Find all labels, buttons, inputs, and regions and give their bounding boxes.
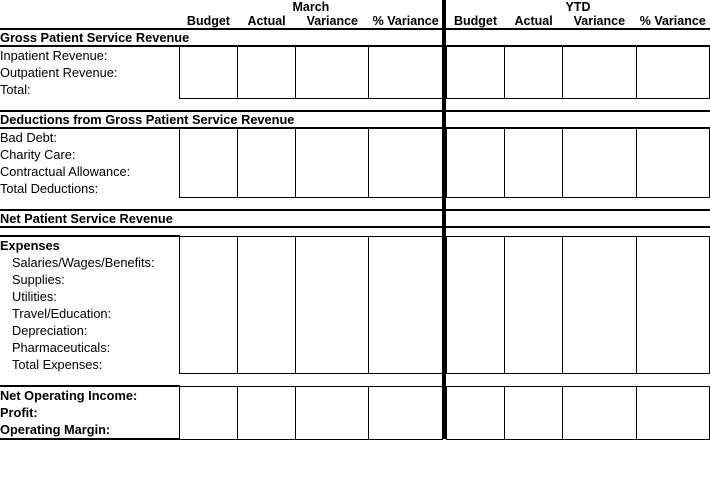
section-title-pad-6	[505, 29, 563, 46]
input-cell-march-pct-variance[interactable]	[369, 236, 442, 373]
input-cell-ytd-variance[interactable]	[563, 386, 636, 439]
input-cell-ytd-variance[interactable]	[563, 46, 636, 98]
header-ytd-budget: Budget	[453, 14, 498, 28]
input-cell-ytd-pct-variance[interactable]	[636, 386, 709, 439]
section-title-pad-8	[636, 29, 709, 46]
spacer-label	[0, 227, 179, 236]
row-label: Contractual Allowance:	[0, 164, 131, 179]
spacer-pad-5	[446, 373, 504, 386]
spacer-pad-1	[179, 197, 237, 210]
spacer-pad-1	[179, 98, 237, 111]
label-block-gross-revenue	[0, 46, 179, 98]
row-label: Outpatient Revenue:	[0, 65, 118, 80]
section-title-pad-4	[369, 111, 442, 128]
input-cell-ytd-variance[interactable]	[563, 128, 636, 197]
label-block-deductions	[0, 128, 179, 197]
input-cell-march-actual[interactable]	[238, 386, 296, 439]
section-title-pad-8	[636, 210, 709, 227]
input-cell-march-pct-variance[interactable]	[369, 128, 442, 197]
input-cell-ytd-variance[interactable]	[563, 236, 636, 373]
input-cell-march-actual[interactable]	[238, 236, 296, 373]
input-cell-march-pct-variance[interactable]	[369, 46, 442, 98]
row-label: Pharmaceuticals:	[12, 340, 111, 355]
section-title-row	[0, 29, 710, 46]
input-cell-march-budget[interactable]	[179, 236, 237, 373]
spacer-pad-7	[563, 197, 636, 210]
input-cell-march-budget[interactable]	[179, 128, 237, 197]
input-cell-ytd-actual[interactable]	[505, 236, 563, 373]
section-title-pad-7	[563, 210, 636, 227]
section-title-pad-7	[563, 29, 636, 46]
spacer-pad-2	[238, 227, 296, 236]
spacer-pad-8	[636, 98, 709, 111]
row-label: Supplies:	[12, 272, 65, 287]
input-cell-ytd-budget[interactable]	[446, 128, 504, 197]
row-label: Total Deductions:	[0, 181, 99, 196]
input-cell-ytd-pct-variance[interactable]	[636, 128, 709, 197]
spacer-pad-8	[636, 373, 709, 386]
header-march-variance: Variance	[306, 14, 358, 28]
label-block-totals	[0, 386, 179, 439]
row-label: Salaries/Wages/Benefits:	[12, 255, 155, 270]
section-spacer-row	[0, 98, 710, 111]
section-spacer-row	[0, 227, 710, 236]
input-cell-march-variance[interactable]	[296, 386, 369, 439]
spacer-pad-6	[505, 227, 563, 236]
header-march-pct-variance: % Variance	[372, 14, 439, 28]
row-label: Charity Care:	[0, 147, 76, 162]
input-cell-march-variance[interactable]	[296, 128, 369, 197]
header-march-budget: Budget	[186, 14, 230, 28]
input-cell-ytd-pct-variance[interactable]	[636, 46, 709, 98]
header-group-ytd: YTD	[565, 0, 591, 14]
row-label: Utilities:	[12, 289, 57, 304]
spacer-label	[0, 197, 179, 210]
input-cell-ytd-budget[interactable]	[446, 46, 504, 98]
spacer-pad-5	[446, 197, 504, 210]
spacer-pad-1	[179, 373, 237, 386]
input-cell-march-budget[interactable]	[179, 386, 237, 439]
row-label: Depreciation:	[12, 323, 88, 338]
input-cell-ytd-pct-variance[interactable]	[636, 236, 709, 373]
section-spacer-row	[0, 197, 710, 210]
spacer-pad-6	[505, 98, 563, 111]
spacer-label	[0, 98, 179, 111]
input-cell-ytd-budget[interactable]	[446, 236, 504, 373]
section-body-row	[0, 386, 710, 439]
input-cell-march-actual[interactable]	[238, 128, 296, 197]
spacer-pad-3	[296, 373, 369, 386]
header-ytd-pct-variance: % Variance	[639, 14, 706, 28]
section-title-gross-revenue: Gross Patient Service Revenue	[0, 30, 190, 45]
row-label: Inpatient Revenue:	[0, 48, 108, 63]
section-title-pad-5	[446, 111, 504, 128]
input-cell-march-budget[interactable]	[179, 46, 237, 98]
input-cell-march-actual[interactable]	[238, 46, 296, 98]
section-body-row	[0, 236, 710, 373]
spacer-pad-3	[296, 197, 369, 210]
spacer-pad-4	[369, 197, 442, 210]
spacer-pad-6	[505, 197, 563, 210]
section-title-pad-4	[369, 29, 442, 46]
header-columns-row	[0, 14, 710, 29]
row-label: Profit:	[0, 405, 38, 420]
spacer-pad-7	[563, 373, 636, 386]
row-label: Net Operating Income:	[0, 388, 138, 403]
input-cell-ytd-actual[interactable]	[505, 46, 563, 98]
spacer-pad-4	[369, 373, 442, 386]
header-corner-blank	[0, 0, 179, 14]
spacer-pad-2	[238, 373, 296, 386]
section-title-pad-2	[238, 29, 296, 46]
header-march-actual: Actual	[247, 14, 286, 28]
section-title-net-revenue: Net Patient Service Revenue	[0, 210, 179, 227]
spacer-pad-1	[179, 227, 237, 236]
spacer-label	[0, 373, 179, 386]
section-title-expenses: Expenses	[0, 238, 60, 253]
section-spacer-row	[0, 373, 710, 386]
section-title-pad-3	[296, 210, 369, 227]
row-label: Total Expenses:	[12, 357, 103, 372]
header-group-march: March	[292, 0, 330, 14]
spacer-pad-8	[636, 227, 709, 236]
spacer-pad-8	[636, 197, 709, 210]
section-title-pad-6	[505, 111, 563, 128]
spacer-pad-5	[446, 227, 504, 236]
spacer-pad-3	[296, 227, 369, 236]
section-title-row	[0, 111, 710, 128]
header-label-blank	[0, 14, 179, 29]
section-body-row	[0, 128, 710, 197]
input-cell-ytd-actual[interactable]	[505, 386, 563, 439]
section-title-pad-1	[179, 210, 237, 227]
spacer-pad-2	[238, 197, 296, 210]
input-cell-march-pct-variance[interactable]	[369, 386, 442, 439]
section-body-row	[0, 46, 710, 98]
spacer-pad-4	[369, 98, 442, 111]
row-label: Operating Margin:	[0, 422, 111, 437]
spacer-pad-3	[296, 98, 369, 111]
section-title-pad-2	[238, 210, 296, 227]
section-title-pad-4	[369, 210, 442, 227]
section-title-pad-5	[446, 29, 504, 46]
section-title-row	[0, 210, 710, 227]
header-ytd-variance: Variance	[573, 14, 626, 28]
header-ytd-actual: Actual	[514, 14, 553, 28]
header-group-row	[0, 0, 710, 14]
spacer-pad-2	[238, 98, 296, 111]
row-label: Travel/Education:	[12, 306, 112, 321]
input-cell-march-variance[interactable]	[296, 236, 369, 373]
spacer-pad-4	[369, 227, 442, 236]
label-block-expenses	[0, 236, 179, 373]
spacer-pad-7	[563, 98, 636, 111]
input-cell-ytd-budget[interactable]	[446, 386, 504, 439]
section-title-pad-5	[446, 210, 504, 227]
section-title-pad-8	[636, 111, 709, 128]
section-title-pad-7	[563, 111, 636, 128]
section-title-deductions: Deductions from Gross Patient Service Revenue	[0, 112, 295, 127]
spacer-pad-7	[563, 227, 636, 236]
spacer-pad-6	[505, 373, 563, 386]
section-title-pad-6	[505, 210, 563, 227]
input-cell-ytd-actual[interactable]	[505, 128, 563, 197]
section-title-pad-3	[296, 29, 369, 46]
row-label: Total:	[0, 82, 31, 97]
section-title-pad-3	[296, 111, 369, 128]
row-label: Bad Debt:	[0, 130, 57, 145]
input-cell-march-variance[interactable]	[296, 46, 369, 98]
spacer-pad-5	[446, 98, 504, 111]
